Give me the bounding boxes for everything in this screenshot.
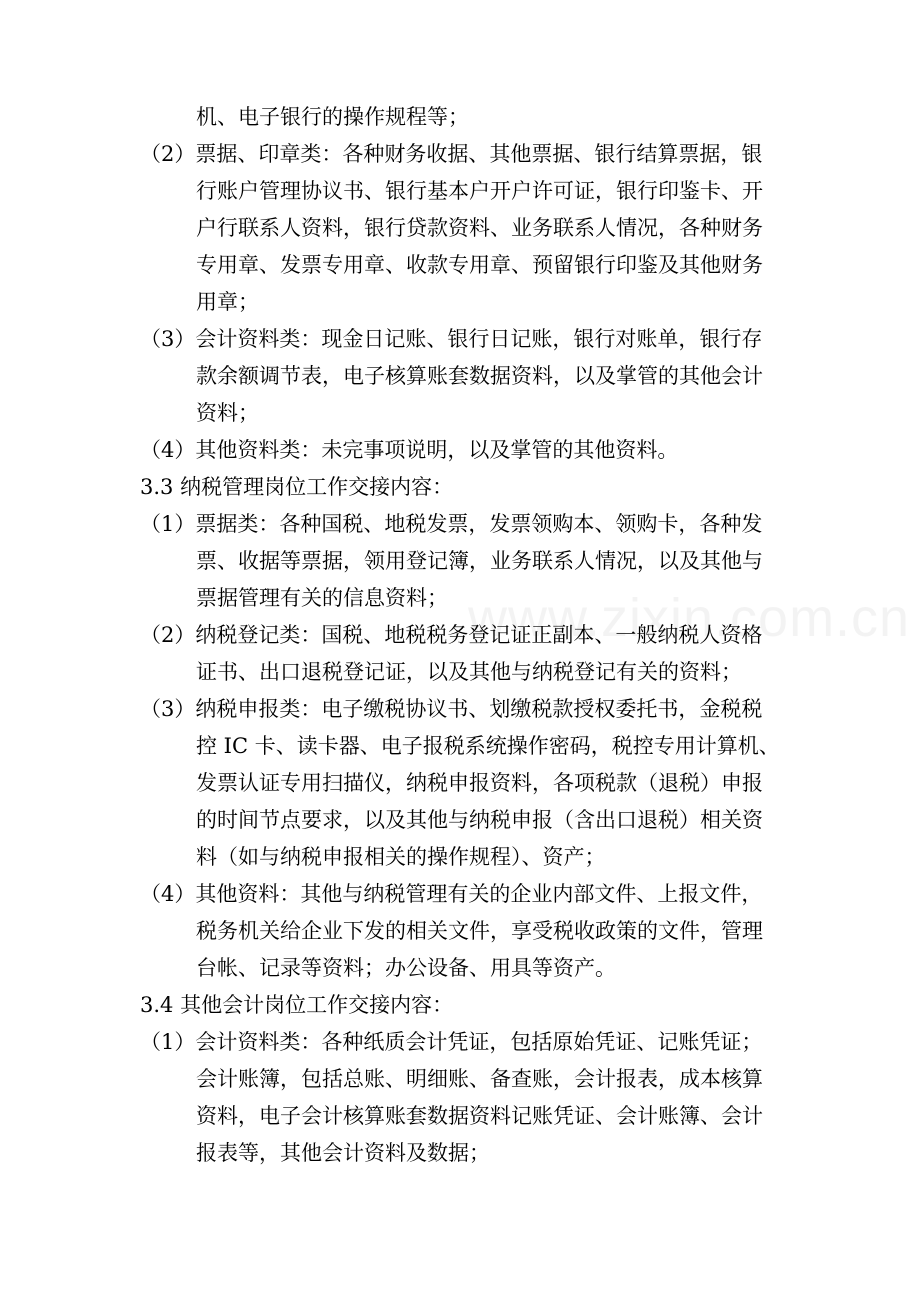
text-line: 行账户管理协议书、银行基本户开户许可证，银行印鉴卡、开 [196,179,763,203]
text-line: 资料； [196,401,259,425]
text-line: 会计账簿，包括总账、明细账、备查账，会计报表，成本核算 [196,1067,763,1091]
text-line: 3.4 其他会计岗位工作交接内容： [140,993,454,1017]
text-line: 专用章、发票专用章、收款专用章、预留银行印鉴及其他财务 [196,253,763,277]
text-line: 控 IC 卡、读卡器、电子报税系统操作密码，税控专用计算机、 [196,734,780,758]
text-line: （4）其他资料：其他与纳税管理有关的企业内部文件、上报文件， [140,882,763,906]
text-line: 料（如与纳税申报相关的操作规程）、资产； [196,845,606,869]
text-line: 票、收据等票据，领用登记簿，业务联系人情况，以及其他与 [196,549,763,573]
text-line: 户行联系人资料，银行贷款资料、业务联系人情况，各种财务 [196,216,763,240]
text-line: 的时间节点要求，以及其他与纳税申报（含出口退税）相关资 [196,808,763,832]
text-line: 用章； [196,290,259,314]
text-line: （2）票据、印章类：各种财务收据、其他票据、银行结算票据，银 [140,142,763,166]
text-line: 报表等，其他会计资料及数据； [196,1141,490,1165]
text-line: 机、电子银行的操作规程等； [196,105,469,129]
text-line: （3）纳税申报类：电子缴税协议书、划缴税款授权委托书，金税税 [140,697,763,721]
text-line: （4）其他资料类：未完事项说明，以及掌管的其他资料。 [140,438,679,462]
text-line: 资料，电子会计核算账套数据资料记账凭证、会计账簿、会计 [196,1104,763,1128]
text-line: （1）会计资料类：各种纸质会计凭证，包括原始凭证、记账凭证； [140,1030,763,1054]
text-line: 税务机关给企业下发的相关文件，享受税收政策的文件，管理 [196,919,763,943]
text-line: （3）会计资料类：现金日记账、银行日记账，银行对账单，银行存 [140,327,763,351]
text-line: 款余额调节表，电子核算账套数据资料，以及掌管的其他会计 [196,364,763,388]
text-line: 证书、出口退税登记证，以及其他与纳税登记有关的资料； [196,660,742,684]
text-line: 台帐、记录等资料；办公设备、用具等资产。 [196,956,616,980]
text-line: 发票认证专用扫描仪，纳税申报资料，各项税款（退税）申报 [196,771,763,795]
text-line: （2）纳税登记类：国税、地税税务登记证正副本、一般纳税人资格 [140,623,763,647]
text-line: 票据管理有关的信息资料； [196,586,448,610]
text-line: 3.3 纳税管理岗位工作交接内容： [140,475,454,499]
text-line: （1）票据类：各种国税、地税发票，发票领购本、领购卡，各种发 [140,512,763,536]
